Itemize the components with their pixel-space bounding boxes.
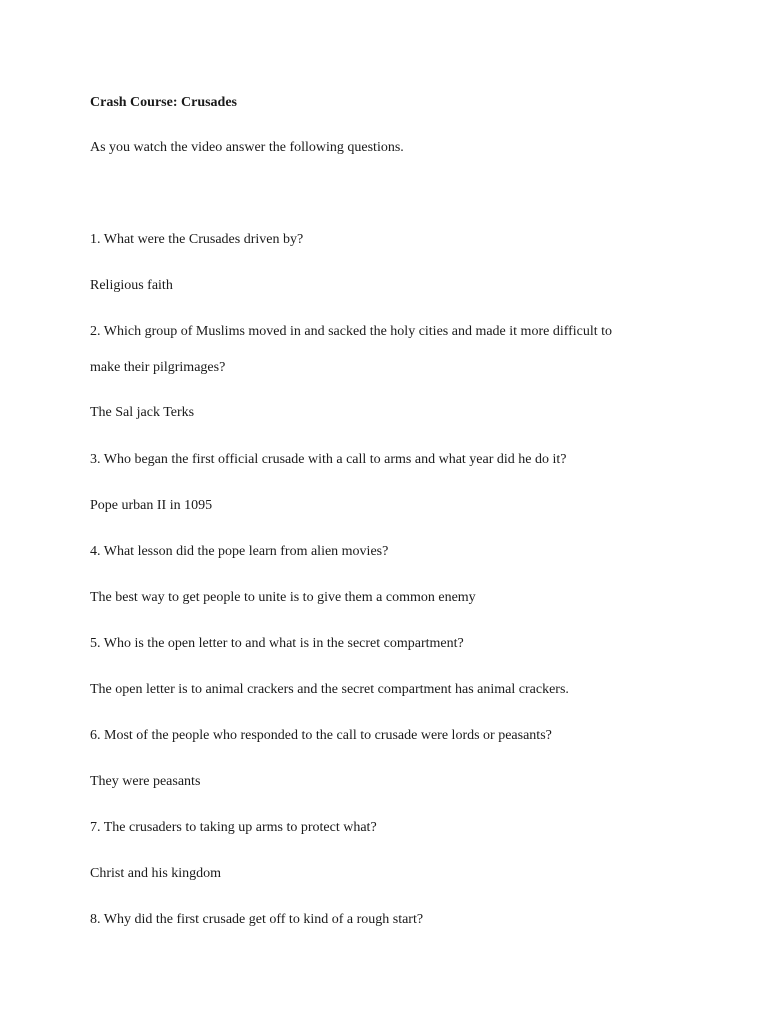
answer-2: The Sal jack Terks	[90, 405, 195, 420]
answer-4: The best way to get people to unite is to give them a common enemy	[90, 590, 476, 605]
document-title: Crash Course: Crusades	[90, 95, 237, 110]
answer-7: Christ and his kingdom	[90, 866, 222, 881]
instructions-text: As you watch the video answer the following questions.	[90, 140, 404, 155]
question-4: 4. What lesson did the pope learn from alien movies?	[90, 544, 389, 559]
answer-3: Pope urban II in 1095	[90, 498, 213, 513]
answer-5: The open letter is to animal crackers and the secret compartment has animal crackers.	[90, 682, 569, 697]
question-8: 8. Why did the first crusade get off to kind of a rough start?	[90, 912, 424, 927]
answer-1: Religious faith	[90, 278, 173, 293]
question-1: 1. What were the Crusades driven by?	[90, 232, 304, 247]
question-6: 6. Most of the people who responded to the call to crusade were lords or peasants?	[90, 728, 552, 743]
question-2-line-1: 2. Which group of Muslims moved in and sacked the holy cities and made it more difficult to	[90, 324, 613, 339]
question-5: 5. Who is the open letter to and what is in the secret compartment?	[90, 636, 464, 651]
question-7: 7. The crusaders to taking up arms to protect what?	[90, 820, 377, 835]
question-3: 3. Who began the first official crusade with a call to arms and what year did he do it?	[90, 452, 567, 467]
answer-6: They were peasants	[90, 774, 201, 789]
question-2-line-2: make their pilgrimages?	[90, 360, 226, 375]
